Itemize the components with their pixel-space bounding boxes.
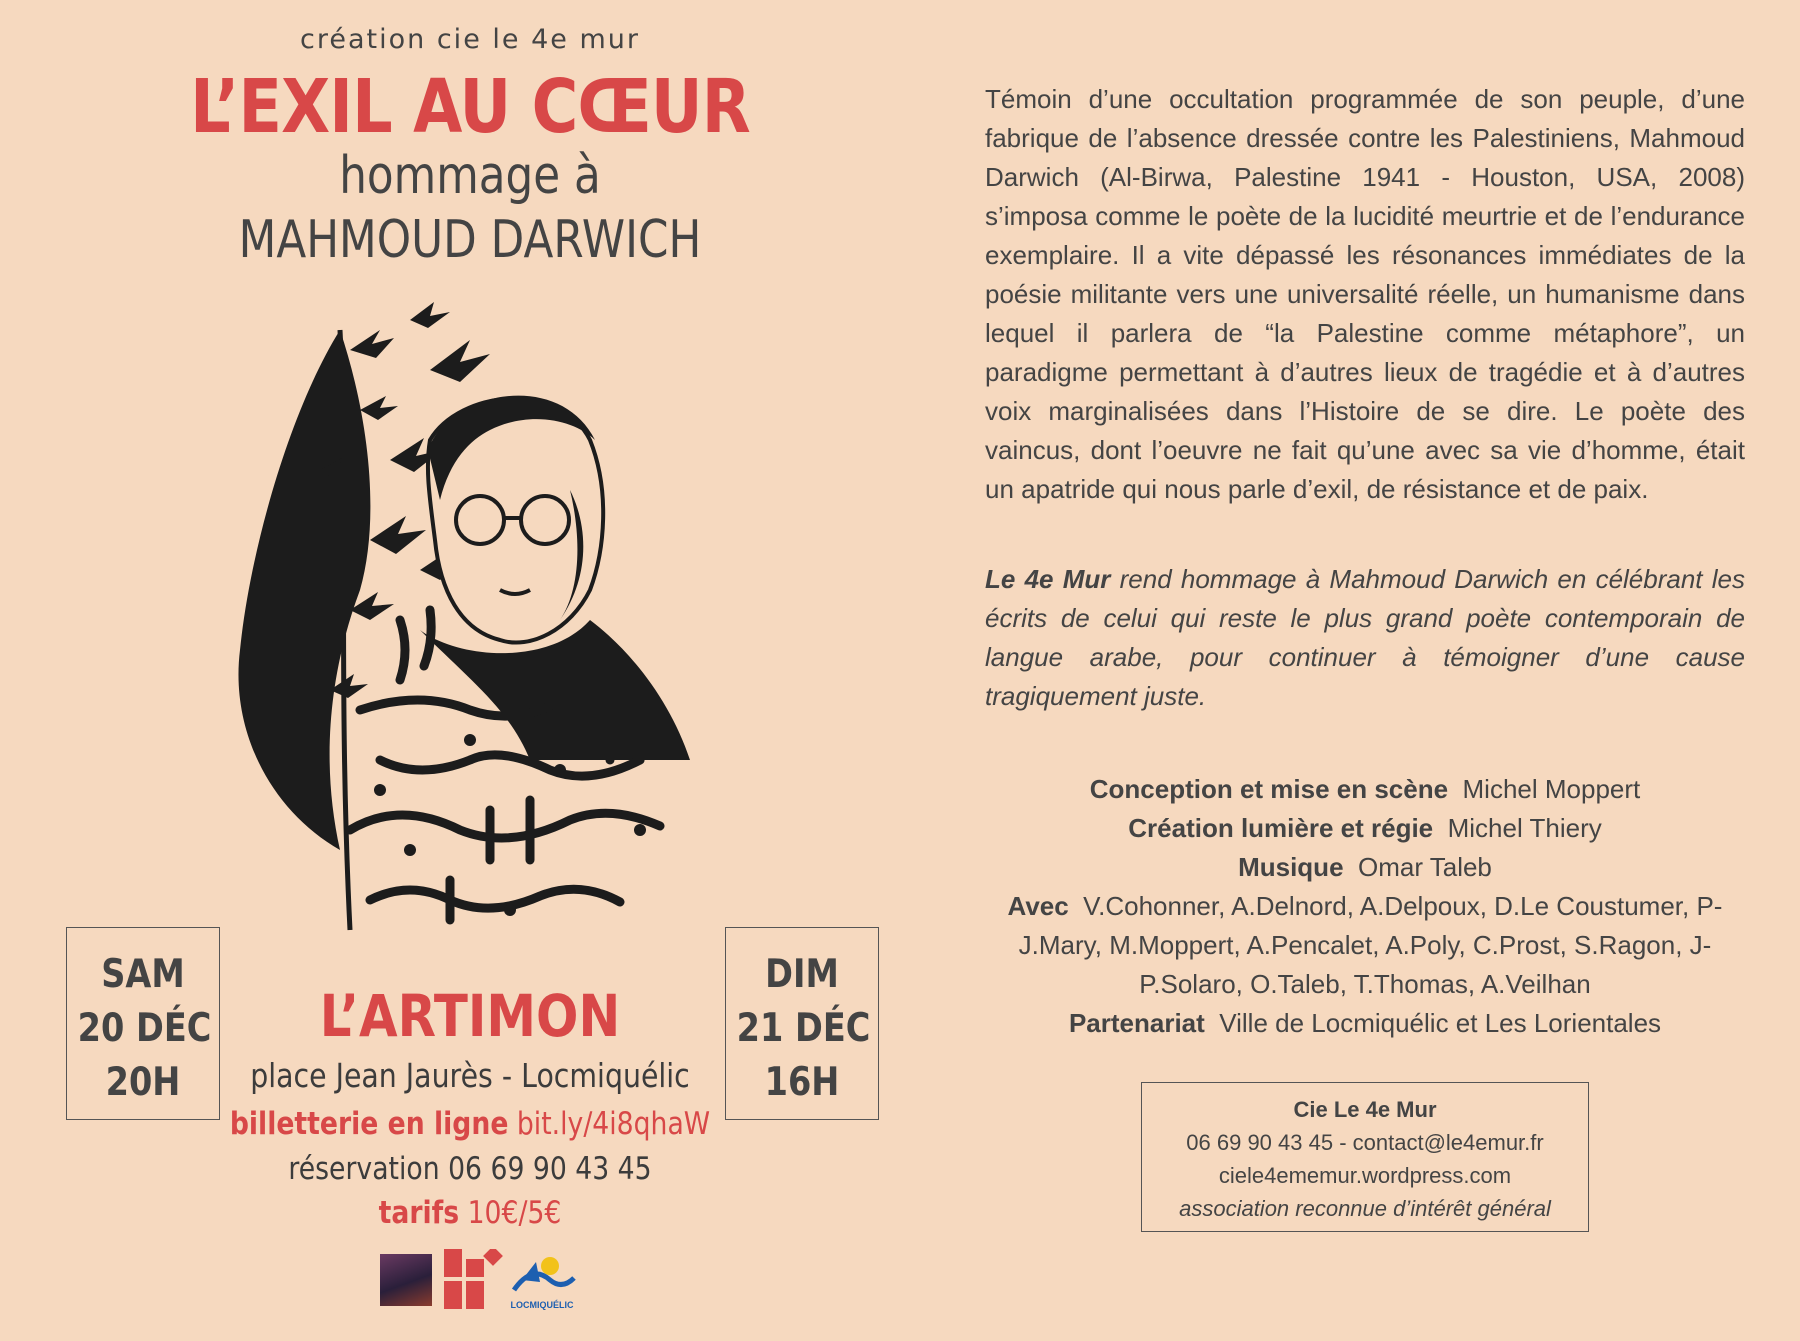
credit-line <box>985 770 1745 809</box>
credit-label: Création lumière et régie <box>1128 813 1434 843</box>
credit-line <box>985 848 1745 887</box>
show-subtitle: hommage à <box>339 146 601 206</box>
tribute-company: Le 4e Mur <box>985 564 1111 594</box>
contact-website[interactable]: ciele4ememur.wordpress.com <box>1218 1163 1512 1188</box>
date-date: 21 DÉC <box>736 1006 871 1051</box>
locmiquelic-logo <box>508 1250 576 1312</box>
show-title: L’EXIL AU CŒUR <box>190 64 750 150</box>
date-time: 20H <box>105 1060 181 1105</box>
contact-company: Cie Le 4e Mur <box>1293 1097 1437 1122</box>
ticketing-label: billetterie en ligne <box>229 1106 509 1142</box>
prices-value: 10€/5€ <box>467 1195 562 1231</box>
prices-label: tarifs <box>378 1195 460 1231</box>
tribute-paragraph <box>985 560 1745 716</box>
ticketing-line <box>66 1106 874 1142</box>
poet-biography: Témoin d’une occultation programmée de son peuple, d’une fabrique de l’absence dressée contre les Palestiniens, Mahmoud Darwich (Al-Birwa, Palestine 1941 - Houston, USA, 2008) s’imposa comme le poète de la lucidité meurtrie et de l’endurance exemplaire. Il a vite dépassé les résonances immédiates de la poésie militante vers une universalité réelle, un humanisme dans lequel il parlera de “la Palestine comme métaphore”, un paradigme permettant à d’autres lieux de tragédie et à d’autres voix marginalisées dans l’Histoire de se dire. Le poète des vaincus, dont l’oeuvre ne fait qu’une avec sa vie d’homme, était un apatride qui nous parle d’exil, de résistance et de paix. <box>985 84 1745 504</box>
contact-note: association reconnue d’intérêt général <box>1179 1196 1551 1221</box>
credit-label: Avec <box>1007 891 1069 921</box>
poet-name: MAHMOUD DARWICH <box>238 210 702 270</box>
date-day: DIM <box>765 952 839 997</box>
venue-name: L’ARTIMON <box>319 982 621 1050</box>
date-time: 16H <box>764 1060 840 1105</box>
date-date: 20 DÉC <box>77 1006 212 1051</box>
credit-value: Michel Thiery <box>1447 813 1602 843</box>
credit-line <box>985 887 1745 1004</box>
credit-line <box>985 1004 1745 1043</box>
credit-value: Omar Taleb <box>1357 852 1492 882</box>
contact-phone-email[interactable]: 06 69 90 43 45 - contact@le4emur.fr <box>1186 1130 1544 1155</box>
credit-label: Conception et mise en scène <box>1089 774 1449 804</box>
locmiquelic-logo-text: LOCMIQUÉLIC <box>510 1300 574 1310</box>
prices-line <box>66 1195 874 1231</box>
date-day: SAM <box>101 952 185 997</box>
lorientales-logo <box>380 1254 432 1306</box>
credit-label: Musique <box>1238 852 1344 882</box>
poet-portrait-illustration <box>230 290 710 950</box>
ticketing-link[interactable]: bit.ly/4i8qhaW <box>516 1106 711 1142</box>
creation-credit: création cie le 4e mur <box>300 24 640 55</box>
credit-value: Michel Moppert <box>1462 774 1641 804</box>
venue-address: place Jean Jaurès - Locmiquélic <box>250 1056 690 1095</box>
credit-line <box>985 809 1745 848</box>
credit-value: Ville de Locmiquélic et Les Lorientales <box>1219 1008 1662 1038</box>
reservation-phone: réservation 06 69 90 43 45 <box>288 1151 652 1187</box>
credits-block <box>985 770 1745 1043</box>
tribute-text: rend hommage à Mahmoud Darwich en célébrant les écrits de celui qui reste le plus grand poète contemporain de langue arabe, pour continuer à témoigner d’une cause tragiquement juste. <box>985 564 1745 711</box>
credit-label: Partenariat <box>1068 1008 1205 1038</box>
contact-box <box>1141 1082 1589 1232</box>
le4emur-logo <box>444 1249 506 1311</box>
credit-value: V.Cohonner, A.Delnord, A.Delpoux, D.Le Coustumer, P-J.Mary, M.Moppert, A.Pencalet, A.Poly, C.Prost, S.Ragon, J-P.Solaro, O.Taleb, T.Thomas, A.Veilhan <box>1018 891 1723 999</box>
